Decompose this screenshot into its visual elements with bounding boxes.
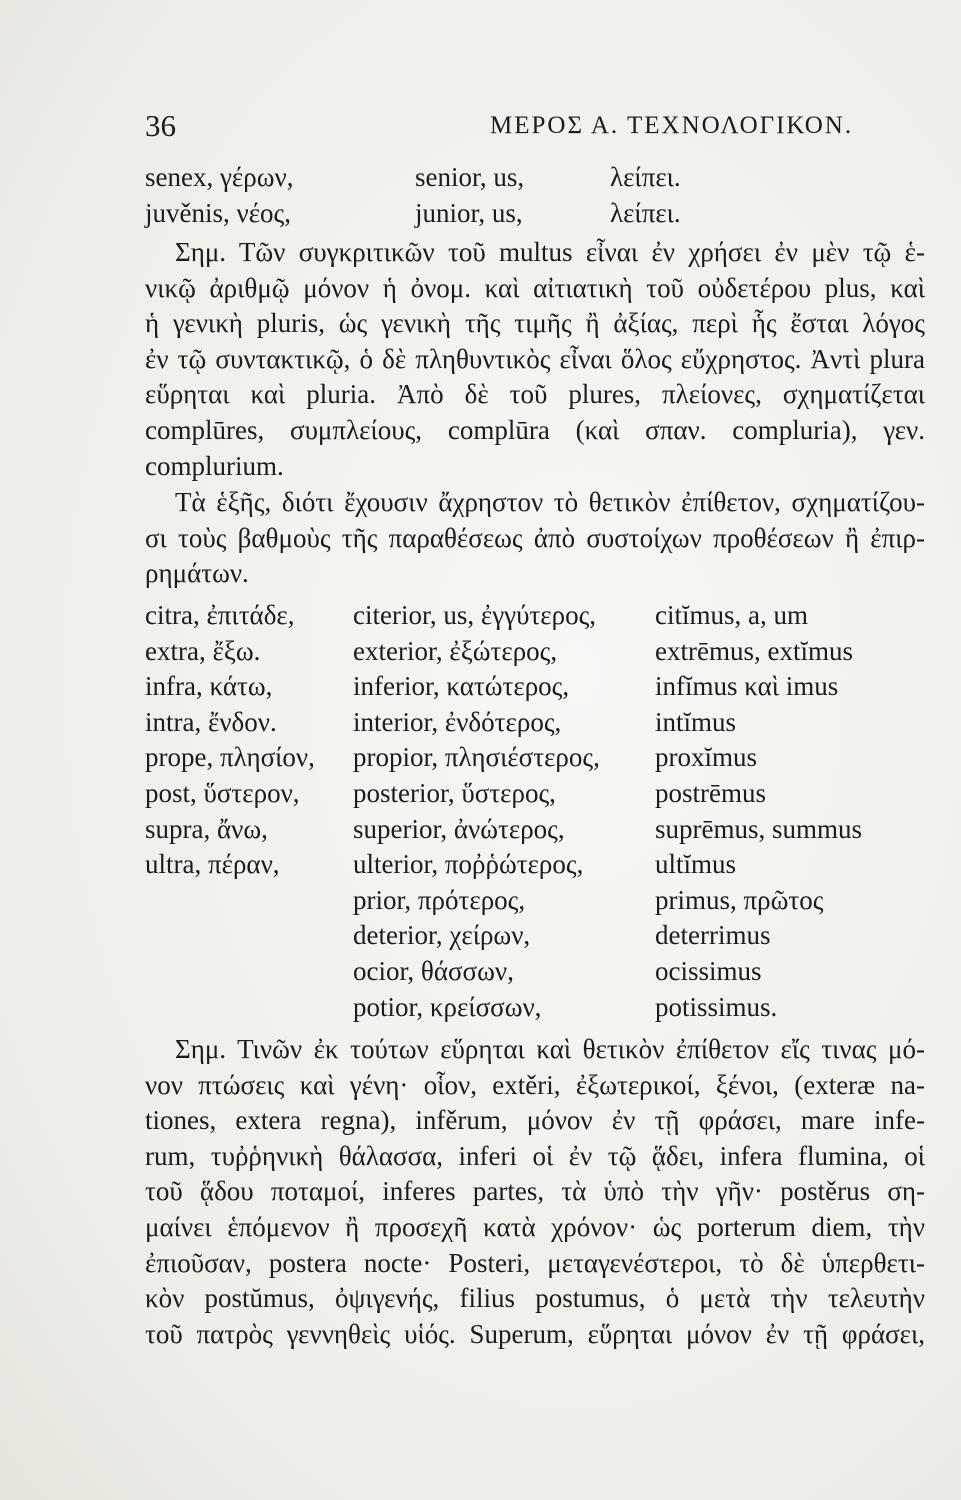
text-line: ἐπιοῦσαν, postera nocte· Posteri, μεταγενέστεροι, τὸ δὲ ὑπερθετι-	[145, 1247, 925, 1278]
comparative-form: inferior, κατώτερος,	[353, 671, 570, 702]
page-number: 36	[145, 108, 176, 143]
note-paragraph-2	[145, 1032, 925, 1352]
positive-form: ultra, πέραν,	[145, 849, 280, 880]
table-row	[145, 598, 925, 634]
table-row	[145, 196, 925, 232]
comparative-form: superior, ἀνώτερος,	[353, 813, 565, 844]
table-row	[145, 918, 925, 954]
text-line: rum, τυῤῥηνικὴ θάλασσα, inferi οἱ ἐν τῷ ᾅδει, infera flumina, οἱ	[145, 1140, 925, 1171]
note-paragraph-1	[145, 235, 925, 484]
comparative-form: potior, κρείσσων,	[353, 991, 542, 1022]
superlative-form: primus, πρῶτος	[655, 884, 824, 915]
positive-form: intra, ἔνδον.	[145, 706, 277, 737]
comparative-form: propior, πλησιέστερος,	[353, 742, 600, 773]
text-line: Σημ. Τινῶν ἐκ τούτων εὕρηται καὶ θετικὸν ἐπίθετον εἴς τινας μό-	[175, 1034, 925, 1064]
positive-form: juvěnis, νέος,	[145, 197, 291, 228]
positive-form: supra, ἄνω,	[145, 813, 268, 844]
positive-form: post, ὕστερον,	[145, 777, 300, 808]
text-line: ρημάτων.	[145, 558, 249, 589]
table-row	[145, 847, 925, 883]
top-rows	[145, 160, 925, 231]
superlative-form: infĭmus καὶ imus	[655, 671, 839, 702]
text-line: ἡ γενικὴ pluris, ὡς γενικὴ τῆς τιμῆς ἢ ἀξίας, περὶ ἧς ἔσται λόγος	[145, 308, 925, 339]
text-line: νον πτώσεις καὶ γένη· οἷον, extěri, ἐξωτερικοί, ξένοι, (exteræ na-	[145, 1069, 925, 1100]
table-row	[145, 160, 925, 196]
positive-form: infra, κάτω,	[145, 671, 273, 702]
positive-form: extra, ἔξω.	[145, 635, 261, 666]
comparative-form: citerior, us, ἐγγύτερος,	[353, 600, 597, 630]
comparative-form: senior, us,	[415, 162, 525, 192]
text-line: τοῦ πατρὸς γεννηθεὶς υἱός. Superum, εὕρηται μόνον ἐν τῇ φράσει,	[145, 1318, 925, 1349]
comparative-form: deterior, χείρων,	[353, 920, 531, 951]
text-line: tiones, extera regna), infěrum, μόνον ἐν τῇ φράσει, mare infe-	[145, 1105, 925, 1136]
superlative-form: extrēmus, extĭmus	[655, 635, 853, 666]
comparative-form: ulterior, ποῤῥώτερος,	[353, 849, 584, 880]
text-line: complūres, συμπλείους, complūra (καὶ σπαν. compluria), γεν.	[145, 414, 925, 445]
text-line: μαίνει ἑπόμενον ἢ προσεχῆ κατὰ χρόνον· ὡς porterum diem, τὴν	[145, 1211, 925, 1242]
superlative-form: deterrimus	[655, 920, 771, 951]
superlative-form: potissimus.	[655, 991, 778, 1022]
table-row	[145, 776, 925, 812]
superlative-form: intĭmus	[655, 706, 737, 737]
table-row	[145, 669, 925, 705]
note-text: λείπει.	[610, 162, 681, 192]
positive-form: senex, γέρων,	[145, 162, 294, 192]
superlative-form: proxĭmus	[655, 742, 758, 773]
paragraph-2	[145, 485, 925, 592]
comparative-form: posterior, ὕστερος,	[353, 777, 556, 808]
text-line: εὕρηται καὶ pluria. Ἀπὸ δὲ τοῦ plures, πλείονες, σχηματίζεται	[145, 379, 925, 410]
page-header	[145, 108, 925, 148]
positive-form: prope, πλησίον,	[145, 742, 315, 773]
comparison-table	[145, 598, 925, 1025]
text-line: κὸν postŭmus, ὀψιγενής, filius postumus, ὁ μετὰ τὴν τελευτὴν	[145, 1283, 925, 1314]
superlative-form: ocissimus	[655, 955, 762, 986]
superlative-form: ultĭmus	[655, 849, 737, 880]
text-line: Τὰ ἑξῆς, διότι ἔχουσιν ἄχρηστον τὸ θετικὸν ἐπίθετον, σχηματίζου-	[175, 487, 925, 517]
positive-form: citra, ἐπιτάδε,	[145, 600, 295, 630]
comparative-form: exterior, ἐξώτερος,	[353, 635, 558, 666]
text-line: τοῦ ᾅδου ποταμοί, inferes partes, τὰ ὑπὸ τὴν γῆν· postěrus ση-	[145, 1176, 925, 1207]
comparative-form: junior, us,	[415, 197, 523, 228]
superlative-form: suprēmus, summus	[655, 813, 863, 844]
superlative-form: postrēmus	[655, 777, 766, 808]
table-row	[145, 705, 925, 741]
table-row	[145, 812, 925, 848]
text-line: ἐν τῷ συντακτικῷ, ὁ δὲ πληθυντικὸς εἶναι ὅλος εὔχρηστος. Ἀντὶ plura	[145, 343, 925, 374]
text-line: complurium.	[145, 450, 284, 481]
running-head: ΜΕΡΟΣ Α. ΤΕΧΝΟΛΟΓΙΚΟΝ.	[490, 112, 854, 139]
note-text: λείπει.	[610, 197, 681, 228]
table-row	[145, 634, 925, 670]
text-line: Σημ. Τῶν συγκριτικῶν τοῦ multus εἶναι ἐν χρήσει ἐν μὲν τῷ ἑ-	[175, 237, 925, 267]
text-line: νικῷ ἀριθμῷ μόνον ἡ ὀνομ. καὶ αἰτιατικὴ τοῦ οὐδετέρου plus, καὶ	[145, 272, 925, 303]
comparative-form: prior, πρότερος,	[353, 884, 526, 915]
comparative-form: interior, ἐνδότερος,	[353, 706, 562, 737]
table-row	[145, 990, 925, 1026]
text-line: σι τοὺς βαθμοὺς τῆς παραθέσεως ἀπὸ συστοίχων προθέσεων ἢ ἐπιρ-	[145, 522, 925, 553]
table-row	[145, 883, 925, 919]
superlative-form: citĭmus, a, um	[655, 600, 808, 630]
table-row	[145, 954, 925, 990]
table-row	[145, 740, 925, 776]
comparative-form: ocior, θάσσων,	[353, 955, 514, 986]
